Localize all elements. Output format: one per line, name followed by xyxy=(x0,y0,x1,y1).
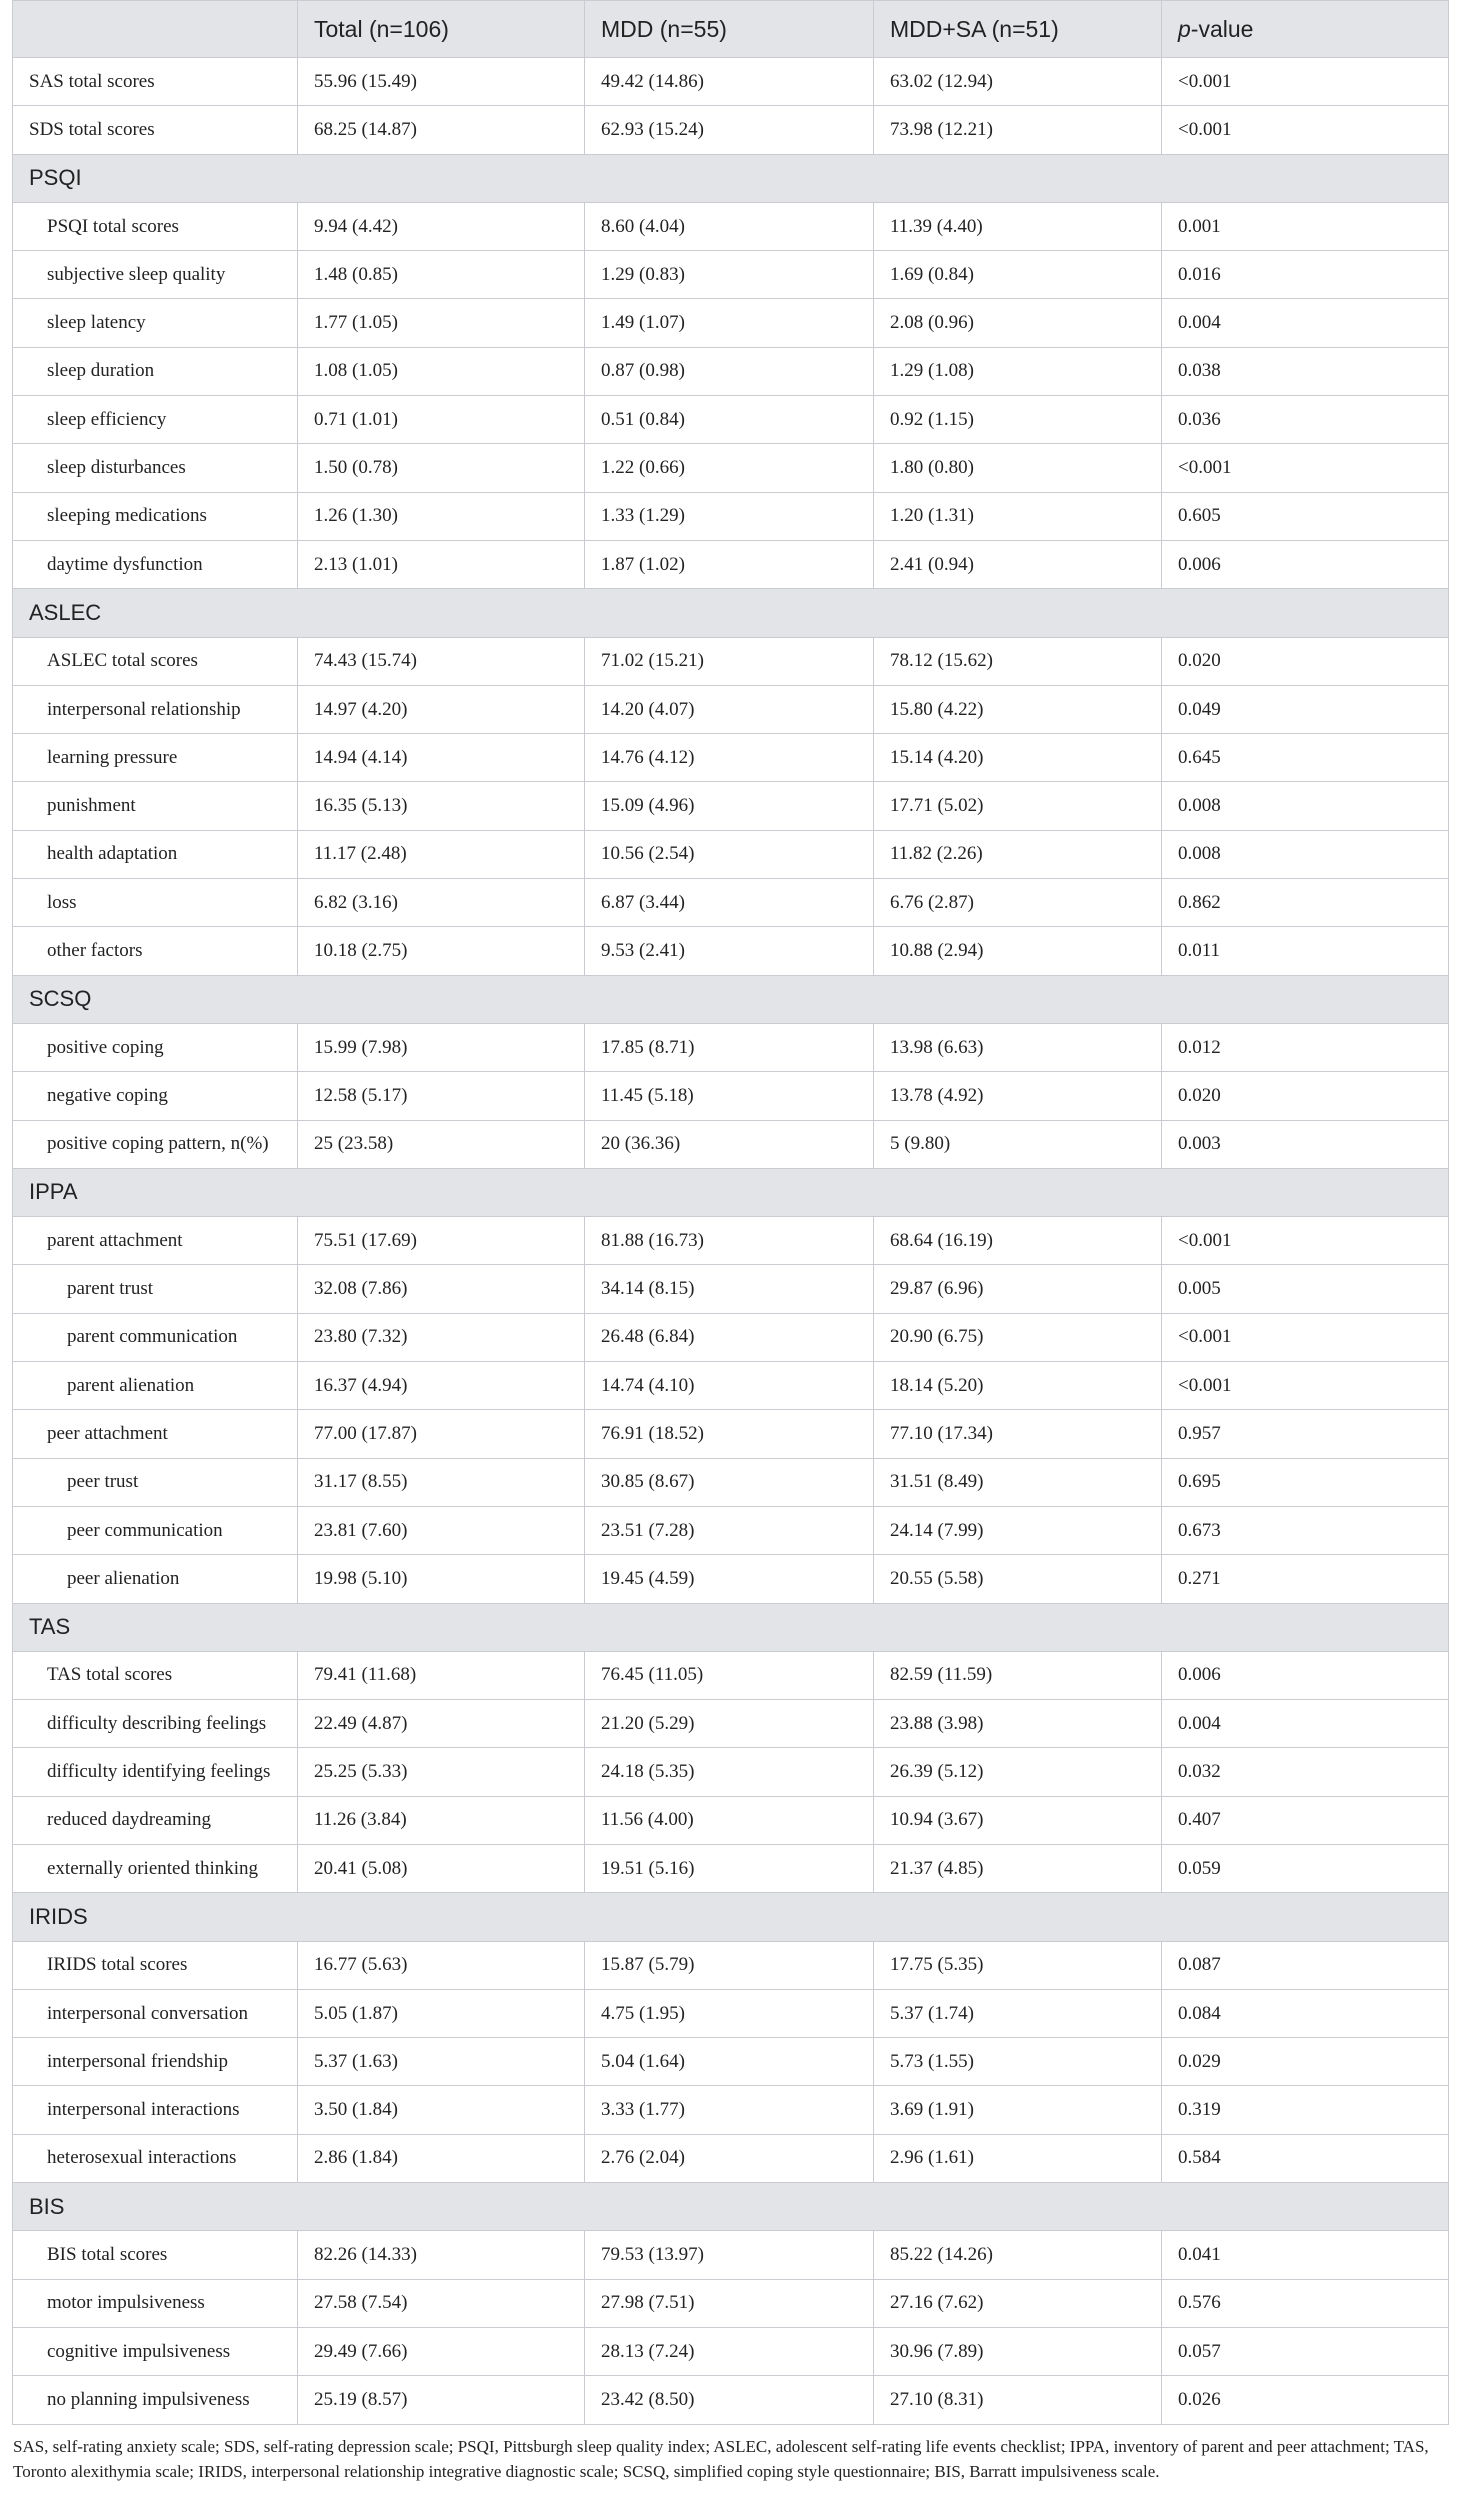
header-cell-pvalue xyxy=(1162,1,1449,58)
row-label-cell: sleep latency xyxy=(13,299,298,347)
mddsa-cell: 77.10 (17.34) xyxy=(874,1410,1162,1458)
mdd-cell: 30.85 (8.67) xyxy=(585,1458,874,1506)
total-cell: 55.96 (15.49) xyxy=(298,58,585,106)
row-label-cell: interpersonal relationship xyxy=(13,685,298,733)
mdd-cell: 20 (36.36) xyxy=(585,1120,874,1168)
mdd-cell: 19.51 (5.16) xyxy=(585,1844,874,1892)
row-label-cell: negative coping xyxy=(13,1072,298,1120)
table-row xyxy=(13,685,1449,733)
mddsa-cell: 20.90 (6.75) xyxy=(874,1313,1162,1361)
mdd-cell: 1.49 (1.07) xyxy=(585,299,874,347)
row-label-cell: other factors xyxy=(13,927,298,975)
mdd-cell: 6.87 (3.44) xyxy=(585,879,874,927)
row-label-cell: TAS total scores xyxy=(13,1651,298,1699)
total-cell: 82.26 (14.33) xyxy=(298,2231,585,2279)
mdd-cell: 11.45 (5.18) xyxy=(585,1072,874,1120)
section-row xyxy=(13,1603,1449,1651)
row-label-cell: no planning impulsiveness xyxy=(13,2376,298,2424)
table-row xyxy=(13,2134,1449,2182)
mdd-cell: 14.76 (4.12) xyxy=(585,734,874,782)
table-row xyxy=(13,1989,1449,2037)
row-label-cell: sleeping medications xyxy=(13,492,298,540)
mddsa-cell: 82.59 (11.59) xyxy=(874,1651,1162,1699)
total-cell: 77.00 (17.87) xyxy=(298,1410,585,1458)
row-label-cell: PSQI total scores xyxy=(13,202,298,250)
mdd-cell: 4.75 (1.95) xyxy=(585,1989,874,2037)
section-row xyxy=(13,975,1449,1023)
total-cell: 29.49 (7.66) xyxy=(298,2327,585,2375)
total-cell: 1.50 (0.78) xyxy=(298,444,585,492)
total-cell: 14.97 (4.20) xyxy=(298,685,585,733)
row-label-cell: difficulty describing feelings xyxy=(13,1700,298,1748)
total-cell: 74.43 (15.74) xyxy=(298,637,585,685)
table-header xyxy=(13,1,1449,58)
row-label-cell: SAS total scores xyxy=(13,58,298,106)
mdd-cell: 76.45 (11.05) xyxy=(585,1651,874,1699)
row-label-cell: parent alienation xyxy=(13,1362,298,1410)
mddsa-cell: 27.16 (7.62) xyxy=(874,2279,1162,2327)
mddsa-cell: 6.76 (2.87) xyxy=(874,879,1162,927)
table-row xyxy=(13,2231,1449,2279)
section-label: IRIDS xyxy=(13,1893,1449,1941)
pvalue-cell: 0.005 xyxy=(1162,1265,1449,1313)
row-label-cell: learning pressure xyxy=(13,734,298,782)
pvalue-cell: 0.957 xyxy=(1162,1410,1449,1458)
mdd-cell: 14.20 (4.07) xyxy=(585,685,874,733)
mddsa-cell: 63.02 (12.94) xyxy=(874,58,1162,106)
row-label-cell: parent trust xyxy=(13,1265,298,1313)
mddsa-cell: 0.92 (1.15) xyxy=(874,396,1162,444)
table-row xyxy=(13,2086,1449,2134)
total-cell: 22.49 (4.87) xyxy=(298,1700,585,1748)
table-row xyxy=(13,1023,1449,1071)
table-row xyxy=(13,1217,1449,1265)
mdd-cell: 11.56 (4.00) xyxy=(585,1796,874,1844)
table-row xyxy=(13,492,1449,540)
mddsa-cell: 24.14 (7.99) xyxy=(874,1506,1162,1554)
pvalue-cell: 0.407 xyxy=(1162,1796,1449,1844)
section-row xyxy=(13,1168,1449,1216)
table-row xyxy=(13,1265,1449,1313)
total-cell: 2.13 (1.01) xyxy=(298,540,585,588)
pvalue-cell: 0.029 xyxy=(1162,2038,1449,2086)
total-cell: 25 (23.58) xyxy=(298,1120,585,1168)
mdd-cell: 2.76 (2.04) xyxy=(585,2134,874,2182)
pvalue-cell: 0.059 xyxy=(1162,1844,1449,1892)
mdd-cell: 49.42 (14.86) xyxy=(585,58,874,106)
row-label-cell: peer communication xyxy=(13,1506,298,1554)
header-cell-total: Total (n=106) xyxy=(298,1,585,58)
mdd-cell: 1.87 (1.02) xyxy=(585,540,874,588)
mddsa-cell: 29.87 (6.96) xyxy=(874,1265,1162,1313)
mddsa-cell: 85.22 (14.26) xyxy=(874,2231,1162,2279)
mdd-cell: 76.91 (18.52) xyxy=(585,1410,874,1458)
mddsa-cell: 3.69 (1.91) xyxy=(874,2086,1162,2134)
table-row xyxy=(13,202,1449,250)
section-row xyxy=(13,1893,1449,1941)
table-row xyxy=(13,1555,1449,1603)
total-cell: 3.50 (1.84) xyxy=(298,2086,585,2134)
total-cell: 23.81 (7.60) xyxy=(298,1506,585,1554)
section-row xyxy=(13,589,1449,637)
total-cell: 20.41 (5.08) xyxy=(298,1844,585,1892)
total-cell: 16.77 (5.63) xyxy=(298,1941,585,1989)
mddsa-cell: 11.39 (4.40) xyxy=(874,202,1162,250)
table-row xyxy=(13,879,1449,927)
pvalue-cell: 0.036 xyxy=(1162,396,1449,444)
mdd-cell: 81.88 (16.73) xyxy=(585,1217,874,1265)
section-label: ASLEC xyxy=(13,589,1449,637)
row-label-cell: peer alienation xyxy=(13,1555,298,1603)
row-label-cell: positive coping xyxy=(13,1023,298,1071)
section-label: PSQI xyxy=(13,154,1449,202)
pvalue-cell: 0.008 xyxy=(1162,830,1449,878)
mdd-cell: 1.22 (0.66) xyxy=(585,444,874,492)
mddsa-cell: 10.94 (3.67) xyxy=(874,1796,1162,1844)
mdd-cell: 79.53 (13.97) xyxy=(585,2231,874,2279)
pvalue-cell: 0.049 xyxy=(1162,685,1449,733)
table-row xyxy=(13,444,1449,492)
mddsa-cell: 18.14 (5.20) xyxy=(874,1362,1162,1410)
row-label-cell: heterosexual interactions xyxy=(13,2134,298,2182)
table-row xyxy=(13,540,1449,588)
pvalue-cell: 0.012 xyxy=(1162,1023,1449,1071)
pvalue-cell: <0.001 xyxy=(1162,1362,1449,1410)
total-cell: 79.41 (11.68) xyxy=(298,1651,585,1699)
table-row xyxy=(13,734,1449,782)
total-cell: 32.08 (7.86) xyxy=(298,1265,585,1313)
mddsa-cell: 2.96 (1.61) xyxy=(874,2134,1162,2182)
total-cell: 16.35 (5.13) xyxy=(298,782,585,830)
pvalue-cell: 0.020 xyxy=(1162,1072,1449,1120)
mdd-cell: 0.51 (0.84) xyxy=(585,396,874,444)
mddsa-cell: 20.55 (5.58) xyxy=(874,1555,1162,1603)
table-row xyxy=(13,1072,1449,1120)
total-cell: 11.17 (2.48) xyxy=(298,830,585,878)
total-cell: 1.08 (1.05) xyxy=(298,347,585,395)
row-label-cell: punishment xyxy=(13,782,298,830)
section-label: SCSQ xyxy=(13,975,1449,1023)
total-cell: 75.51 (17.69) xyxy=(298,1217,585,1265)
total-cell: 14.94 (4.14) xyxy=(298,734,585,782)
mdd-cell: 3.33 (1.77) xyxy=(585,2086,874,2134)
row-label-cell: subjective sleep quality xyxy=(13,251,298,299)
pvalue-cell: 0.003 xyxy=(1162,1120,1449,1168)
mdd-cell: 15.09 (4.96) xyxy=(585,782,874,830)
total-cell: 11.26 (3.84) xyxy=(298,1796,585,1844)
row-label-cell: interpersonal conversation xyxy=(13,1989,298,2037)
mdd-cell: 9.53 (2.41) xyxy=(585,927,874,975)
table-row xyxy=(13,2376,1449,2424)
table-row xyxy=(13,830,1449,878)
section-row xyxy=(13,154,1449,202)
row-label-cell: reduced daydreaming xyxy=(13,1796,298,1844)
mddsa-cell: 10.88 (2.94) xyxy=(874,927,1162,975)
mdd-cell: 28.13 (7.24) xyxy=(585,2327,874,2375)
mddsa-cell: 15.80 (4.22) xyxy=(874,685,1162,733)
table-row xyxy=(13,2038,1449,2086)
mdd-cell: 23.51 (7.28) xyxy=(585,1506,874,1554)
pvalue-cell: 0.006 xyxy=(1162,540,1449,588)
row-label-cell: peer trust xyxy=(13,1458,298,1506)
mddsa-cell: 1.69 (0.84) xyxy=(874,251,1162,299)
mddsa-cell: 2.08 (0.96) xyxy=(874,299,1162,347)
pvalue-cell: 0.087 xyxy=(1162,1941,1449,1989)
row-label-cell: IRIDS total scores xyxy=(13,1941,298,1989)
row-label-cell: loss xyxy=(13,879,298,927)
pvalue-cell: 0.008 xyxy=(1162,782,1449,830)
pvalue-cell: 0.605 xyxy=(1162,492,1449,540)
pvalue-cell: 0.319 xyxy=(1162,2086,1449,2134)
row-label-cell: BIS total scores xyxy=(13,2231,298,2279)
pvalue-cell: <0.001 xyxy=(1162,444,1449,492)
table-row xyxy=(13,1748,1449,1796)
pvalue-cell: 0.004 xyxy=(1162,299,1449,347)
mdd-cell: 1.29 (0.83) xyxy=(585,251,874,299)
row-label-cell: parent communication xyxy=(13,1313,298,1361)
row-label-cell: interpersonal interactions xyxy=(13,2086,298,2134)
mdd-cell: 8.60 (4.04) xyxy=(585,202,874,250)
pvalue-cell: <0.001 xyxy=(1162,106,1449,154)
total-cell: 5.37 (1.63) xyxy=(298,2038,585,2086)
mdd-cell: 27.98 (7.51) xyxy=(585,2279,874,2327)
table-row xyxy=(13,1844,1449,1892)
mddsa-cell: 13.98 (6.63) xyxy=(874,1023,1162,1071)
table-row xyxy=(13,251,1449,299)
mddsa-cell: 1.20 (1.31) xyxy=(874,492,1162,540)
total-cell: 27.58 (7.54) xyxy=(298,2279,585,2327)
pvalue-cell: 0.016 xyxy=(1162,251,1449,299)
total-cell: 25.19 (8.57) xyxy=(298,2376,585,2424)
mdd-cell: 71.02 (15.21) xyxy=(585,637,874,685)
mddsa-cell: 78.12 (15.62) xyxy=(874,637,1162,685)
total-cell: 0.71 (1.01) xyxy=(298,396,585,444)
mdd-cell: 14.74 (4.10) xyxy=(585,1362,874,1410)
total-cell: 9.94 (4.42) xyxy=(298,202,585,250)
mdd-cell: 62.93 (15.24) xyxy=(585,106,874,154)
mdd-cell: 10.56 (2.54) xyxy=(585,830,874,878)
mddsa-cell: 30.96 (7.89) xyxy=(874,2327,1162,2375)
pvalue-cell: 0.645 xyxy=(1162,734,1449,782)
section-label: IPPA xyxy=(13,1168,1449,1216)
total-cell: 16.37 (4.94) xyxy=(298,1362,585,1410)
total-cell: 31.17 (8.55) xyxy=(298,1458,585,1506)
table-row xyxy=(13,1651,1449,1699)
table-row xyxy=(13,106,1449,154)
pvalue-cell: 0.020 xyxy=(1162,637,1449,685)
mddsa-cell: 26.39 (5.12) xyxy=(874,1748,1162,1796)
results-table xyxy=(12,0,1449,2425)
mddsa-cell: 73.98 (12.21) xyxy=(874,106,1162,154)
row-label-cell: health adaptation xyxy=(13,830,298,878)
row-label-cell: ASLEC total scores xyxy=(13,637,298,685)
pvalue-cell: <0.001 xyxy=(1162,58,1449,106)
total-cell: 5.05 (1.87) xyxy=(298,1989,585,2037)
table-row xyxy=(13,1941,1449,1989)
mdd-cell: 26.48 (6.84) xyxy=(585,1313,874,1361)
table-footnote: SAS, self-rating anxiety scale; SDS, self-rating depression scale; PSQI, Pittsburgh sleep quality index; ASLEC, adolescent self-rating life events checklist; IPPA, inventory of parent and peer attachment; TAS, Toronto alexithymia scale; IRIDS, interpersonal relationship integrative diagnostic scale; SCSQ, simplified coping style questionnaire; BIS, Barratt impulsiveness scale. xyxy=(13,2436,1429,2481)
table-row xyxy=(13,2279,1449,2327)
pvalue-cell: 0.041 xyxy=(1162,2231,1449,2279)
section-label: TAS xyxy=(13,1603,1449,1651)
total-cell: 15.99 (7.98) xyxy=(298,1023,585,1071)
mdd-cell: 23.42 (8.50) xyxy=(585,2376,874,2424)
row-label-cell: sleep duration xyxy=(13,347,298,395)
mdd-cell: 24.18 (5.35) xyxy=(585,1748,874,1796)
pvalue-cell: 0.057 xyxy=(1162,2327,1449,2375)
table-row xyxy=(13,58,1449,106)
mddsa-cell: 23.88 (3.98) xyxy=(874,1700,1162,1748)
row-label-cell: parent attachment xyxy=(13,1217,298,1265)
table-row xyxy=(13,1410,1449,1458)
header-row xyxy=(13,1,1449,58)
pvalue-cell: 0.038 xyxy=(1162,347,1449,395)
total-cell: 1.48 (0.85) xyxy=(298,251,585,299)
mddsa-cell: 5 (9.80) xyxy=(874,1120,1162,1168)
mddsa-cell: 68.64 (16.19) xyxy=(874,1217,1162,1265)
pvalue-cell: <0.001 xyxy=(1162,1217,1449,1265)
mddsa-cell: 17.71 (5.02) xyxy=(874,782,1162,830)
pvalue-cell: 0.584 xyxy=(1162,2134,1449,2182)
mddsa-cell: 15.14 (4.20) xyxy=(874,734,1162,782)
total-cell: 68.25 (14.87) xyxy=(298,106,585,154)
table-row xyxy=(13,1700,1449,1748)
mdd-cell: 19.45 (4.59) xyxy=(585,1555,874,1603)
row-label-cell: interpersonal friendship xyxy=(13,2038,298,2086)
row-label-cell: sleep efficiency xyxy=(13,396,298,444)
row-label-cell: peer attachment xyxy=(13,1410,298,1458)
header-cell-mdd: MDD (n=55) xyxy=(585,1,874,58)
mdd-cell: 21.20 (5.29) xyxy=(585,1700,874,1748)
table-row xyxy=(13,1506,1449,1554)
mddsa-cell: 21.37 (4.85) xyxy=(874,1844,1162,1892)
table-row xyxy=(13,2327,1449,2375)
table-row xyxy=(13,1796,1449,1844)
table-row xyxy=(13,1458,1449,1506)
mdd-cell: 17.85 (8.71) xyxy=(585,1023,874,1071)
mdd-cell: 15.87 (5.79) xyxy=(585,1941,874,1989)
total-cell: 2.86 (1.84) xyxy=(298,2134,585,2182)
mddsa-cell: 2.41 (0.94) xyxy=(874,540,1162,588)
mdd-cell: 34.14 (8.15) xyxy=(585,1265,874,1313)
pvalue-cell: 0.001 xyxy=(1162,202,1449,250)
table-row xyxy=(13,1313,1449,1361)
row-label-cell: motor impulsiveness xyxy=(13,2279,298,2327)
pvalue-cell: 0.032 xyxy=(1162,1748,1449,1796)
row-label-cell: cognitive impulsiveness xyxy=(13,2327,298,2375)
pvalue-cell: 0.084 xyxy=(1162,1989,1449,2037)
table-row xyxy=(13,1362,1449,1410)
row-label-cell: sleep disturbances xyxy=(13,444,298,492)
total-cell: 23.80 (7.32) xyxy=(298,1313,585,1361)
table-row xyxy=(13,927,1449,975)
mddsa-cell: 1.80 (0.80) xyxy=(874,444,1162,492)
pvalue-cell: 0.011 xyxy=(1162,927,1449,975)
mddsa-cell: 11.82 (2.26) xyxy=(874,830,1162,878)
section-label: BIS xyxy=(13,2183,1449,2231)
pvalue-cell: 0.862 xyxy=(1162,879,1449,927)
total-cell: 19.98 (5.10) xyxy=(298,1555,585,1603)
total-cell: 1.77 (1.05) xyxy=(298,299,585,347)
mddsa-cell: 27.10 (8.31) xyxy=(874,2376,1162,2424)
table-row xyxy=(13,782,1449,830)
total-cell: 12.58 (5.17) xyxy=(298,1072,585,1120)
mddsa-cell: 13.78 (4.92) xyxy=(874,1072,1162,1120)
pvalue-italic-p: p xyxy=(1178,15,1191,42)
header-cell-blank xyxy=(13,1,298,58)
mdd-cell: 1.33 (1.29) xyxy=(585,492,874,540)
header-cell-mddsa: MDD+SA (n=51) xyxy=(874,1,1162,58)
row-label-cell: positive coping pattern, n(%) xyxy=(13,1120,298,1168)
mddsa-cell: 31.51 (8.49) xyxy=(874,1458,1162,1506)
table-row xyxy=(13,1120,1449,1168)
mddsa-cell: 1.29 (1.08) xyxy=(874,347,1162,395)
pvalue-cell: 0.026 xyxy=(1162,2376,1449,2424)
mddsa-cell: 5.37 (1.74) xyxy=(874,1989,1162,2037)
total-cell: 25.25 (5.33) xyxy=(298,1748,585,1796)
pvalue-cell: 0.271 xyxy=(1162,1555,1449,1603)
pvalue-cell: 0.673 xyxy=(1162,1506,1449,1554)
mddsa-cell: 5.73 (1.55) xyxy=(874,2038,1162,2086)
pvalue-rest: -value xyxy=(1190,15,1254,42)
table-row xyxy=(13,299,1449,347)
pvalue-cell: <0.001 xyxy=(1162,1313,1449,1361)
section-row xyxy=(13,2183,1449,2231)
pvalue-cell: 0.695 xyxy=(1162,1458,1449,1506)
table-row xyxy=(13,396,1449,444)
row-label-cell: SDS total scores xyxy=(13,106,298,154)
pvalue-cell: 0.006 xyxy=(1162,1651,1449,1699)
total-cell: 6.82 (3.16) xyxy=(298,879,585,927)
mdd-cell: 0.87 (0.98) xyxy=(585,347,874,395)
pvalue-cell: 0.004 xyxy=(1162,1700,1449,1748)
table-row xyxy=(13,347,1449,395)
row-label-cell: difficulty identifying feelings xyxy=(13,1748,298,1796)
table-row xyxy=(13,637,1449,685)
table-body xyxy=(13,58,1449,2425)
total-cell: 1.26 (1.30) xyxy=(298,492,585,540)
pvalue-cell: 0.576 xyxy=(1162,2279,1449,2327)
total-cell: 10.18 (2.75) xyxy=(298,927,585,975)
mddsa-cell: 17.75 (5.35) xyxy=(874,1941,1162,1989)
row-label-cell: daytime dysfunction xyxy=(13,540,298,588)
row-label-cell: externally oriented thinking xyxy=(13,1844,298,1892)
mdd-cell: 5.04 (1.64) xyxy=(585,2038,874,2086)
